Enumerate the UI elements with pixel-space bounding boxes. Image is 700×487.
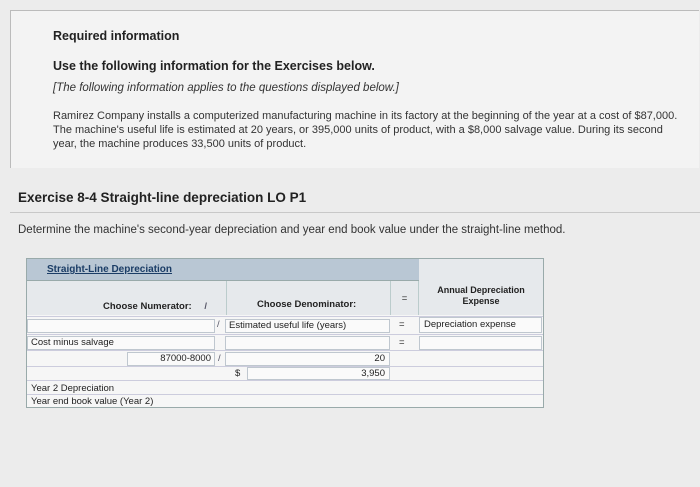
exercise-title: Exercise 8-4 Straight-line depreciation LO P1 — [18, 190, 307, 205]
numerator-header — [27, 281, 227, 315]
currency-symbol: $ — [235, 368, 241, 379]
divide-symbol: / — [218, 353, 221, 364]
denominator-value: Estimated useful life (years) — [229, 320, 347, 331]
divide-symbol: / — [204, 301, 207, 312]
table-row — [27, 334, 543, 350]
info-note: [The following information applies to the questions displayed below.] — [53, 82, 399, 94]
table-row — [27, 350, 543, 366]
denominator-input-3[interactable] — [225, 352, 390, 366]
equals-sign: = — [399, 337, 405, 348]
denominator-input-2[interactable] — [225, 336, 390, 350]
result-select-1[interactable] — [419, 317, 542, 333]
equals-sign: = — [399, 319, 405, 330]
result-input-2[interactable] — [419, 336, 542, 350]
row-label: Year end book value (Year 2) — [31, 396, 154, 407]
table-row — [27, 366, 543, 380]
table-row — [27, 394, 543, 407]
divider — [10, 212, 700, 213]
table-row — [27, 380, 543, 394]
info-heading: Required information — [53, 29, 180, 43]
numerator-value: 87000-8000 — [160, 353, 211, 364]
numerator-input-3[interactable] — [127, 352, 215, 366]
divide-symbol: / — [217, 319, 220, 330]
required-information-panel — [10, 10, 699, 168]
depreciation-worksheet — [26, 258, 544, 408]
denominator-input-4[interactable] — [247, 367, 390, 380]
denominator-value: 3,950 — [361, 368, 385, 379]
result-value: Depreciation expense — [424, 319, 516, 330]
equals-header: = — [391, 281, 419, 315]
info-subheading: Use the following information for the Exercises below. — [53, 59, 375, 73]
worksheet-title: Straight-Line Depreciation — [27, 259, 199, 281]
info-paragraph: Ramirez Company installs a computerized manufacturing machine in its factory at the beginning of the year at a cost of $87,000. The machine's useful life is estimated at 20 years, or 395,000 units of product, with a $8,000 salvage value. During its second year, the machine produces 33,500 units of product. — [53, 110, 678, 150]
numerator-value: Cost minus salvage — [31, 337, 114, 348]
row-label: Year 2 Depreciation — [31, 383, 115, 394]
denominator-select-1[interactable] — [225, 319, 390, 333]
exercise-instruction: Determine the machine's second-year depreciation and year end book value under the straight-line method. — [18, 224, 566, 236]
numerator-select-1[interactable] — [27, 319, 215, 333]
table-row — [27, 316, 543, 334]
denominator-header: Choose Denominator: — [227, 281, 391, 315]
numerator-header-label: Choose Numerator: — [103, 301, 192, 312]
result-header: Annual Depreciation Expense — [419, 259, 543, 315]
numerator-select-2[interactable] — [27, 336, 215, 350]
denominator-value: 20 — [374, 353, 385, 364]
